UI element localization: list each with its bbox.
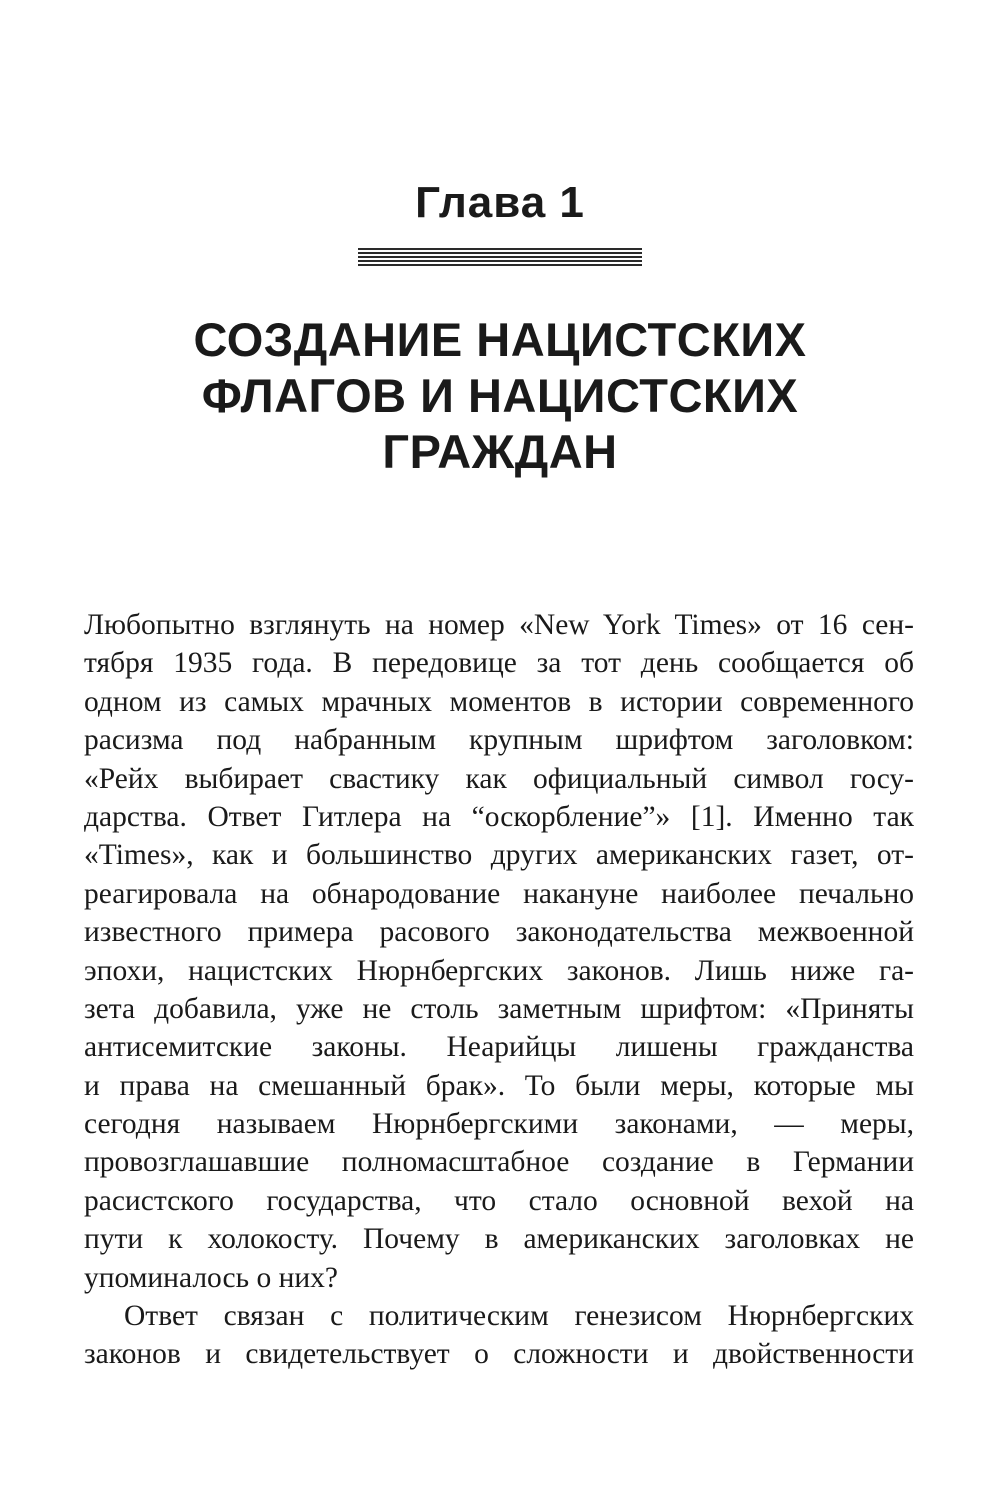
text-line: тября 1935 года. В передовице за тот день сообщается об <box>84 647 914 680</box>
text-line: дарства. Ответ Гитлера на “оскорбление”» [1]. Именно так <box>84 800 914 833</box>
text-line: и права на смешанный брак». То были меры, которые мы <box>84 1069 914 1102</box>
text-line: известного примера расового законодательства межвоенной <box>84 916 914 949</box>
text-line: сегодня называем Нюрнбергскими законами, — меры, <box>84 1108 914 1141</box>
text-line: Любопытно взглянуть на номер «New York Times» от 16 сен- <box>84 609 914 641</box>
text-line: антисемитские законы. Неарийцы лишены гражданства <box>84 1031 914 1064</box>
text-line: законов и свидетельствует о сложности и двойственности <box>84 1338 914 1371</box>
paragraph <box>84 606 914 1297</box>
chapter-divider <box>358 248 642 268</box>
chapter-title-line: СОЗДАНИЕ НАЦИСТСКИХ <box>193 313 807 366</box>
text-line: «Times», как и большинство других американских газет, от- <box>84 839 914 872</box>
chapter-label: Глава 1 <box>415 178 585 227</box>
text-line: расизма под набранным крупным шрифтом заголовком: <box>84 724 914 757</box>
text-line: реагировала на обнародование накануне наиболее печально <box>84 877 914 910</box>
text-line: расистского государства, что стало основной вехой на <box>84 1184 914 1217</box>
text-line: «Рейх выбирает свастику как официальный символ госу- <box>84 762 914 795</box>
chapter-title-line: ФЛАГОВ И НАЦИСТСКИХ <box>201 369 799 422</box>
text-line: одном из самых мрачных моментов в истории современного <box>84 685 914 718</box>
text-line: провозглашавшие полномасштабное создание в Германии <box>84 1146 914 1179</box>
chapter-title-line: ГРАЖДАН <box>382 425 618 478</box>
text-line: эпохи, нацистских Нюрнбергских законов. Лишь ниже га- <box>84 954 914 987</box>
body-text <box>84 606 914 1374</box>
text-line: зета добавила, уже не столь заметным шрифтом: «Приняты <box>84 992 914 1025</box>
text-line: пути к холокосту. Почему в американских заголовках не <box>84 1223 914 1256</box>
chapter-title <box>0 312 1000 480</box>
paragraph <box>84 1297 914 1374</box>
text-line: упоминалось о них? <box>84 1261 338 1294</box>
text-line: Ответ связан с политическим генезисом Нюрнбергских <box>124 1300 914 1333</box>
